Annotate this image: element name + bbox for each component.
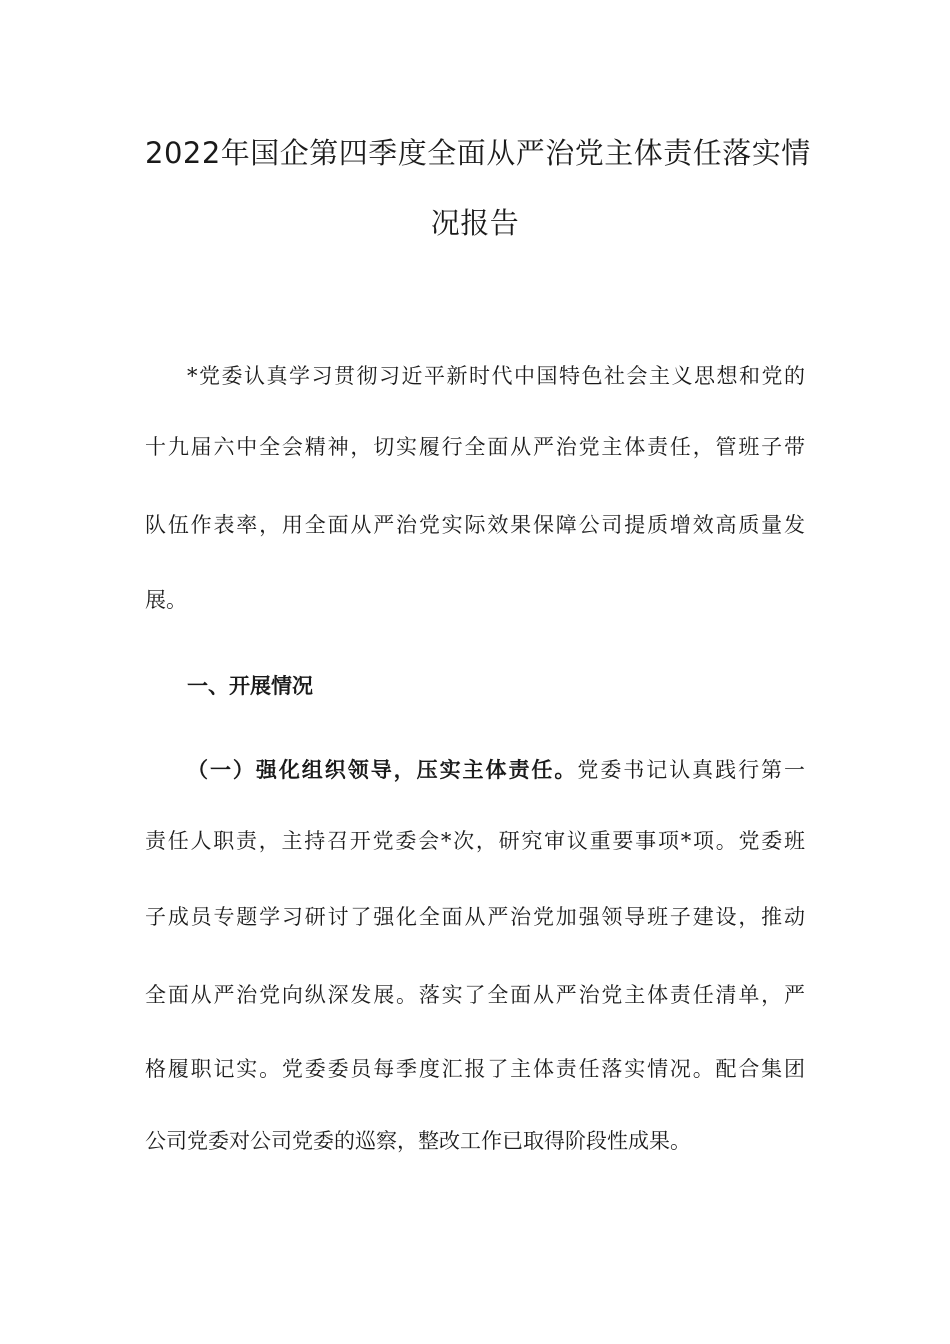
subsection-1-first-line-rest: 党委书记认真践行第一 [577, 758, 806, 782]
subsection-1-bold-lead: （一）强化组织领导，压实主体责任。 [187, 757, 578, 782]
subsection-1-line-1 [187, 759, 805, 781]
document-title-line-1: 2022年国企第四季度全面从严治党主体责任落实情 [145, 136, 811, 170]
subsection-1-line-2: 责任人职责，主持召开党委会*次，研究审议重要事项*项。党委班 [145, 829, 805, 853]
intro-line-4: 展。 [145, 588, 187, 612]
subsection-1-line-3: 子成员专题学习研讨了强化全面从严治党加强领导班子建设，推动 [145, 905, 805, 929]
intro-line-2: 十九届六中全会精神，切实履行全面从严治党主体责任，管班子带 [145, 435, 805, 459]
section-heading-1: 一、开展情况 [187, 674, 313, 698]
intro-line-3: 队伍作表率，用全面从严治党实际效果保障公司提质增效高质量发 [145, 513, 805, 537]
document-title-line-2: 况报告 [430, 206, 520, 240]
intro-line-1: *党委认真学习贯彻习近平新时代中国特色社会主义思想和党的 [187, 364, 805, 388]
subsection-1-line-5: 格履职记实。党委委员每季度汇报了主体责任落实情况。配合集团 [145, 1057, 805, 1081]
subsection-1-line-6: 公司党委对公司党委的巡察，整改工作已取得阶段性成果。 [145, 1129, 691, 1153]
subsection-1-line-4: 全面从严治党向纵深发展。落实了全面从严治党主体责任清单，严 [145, 983, 805, 1007]
